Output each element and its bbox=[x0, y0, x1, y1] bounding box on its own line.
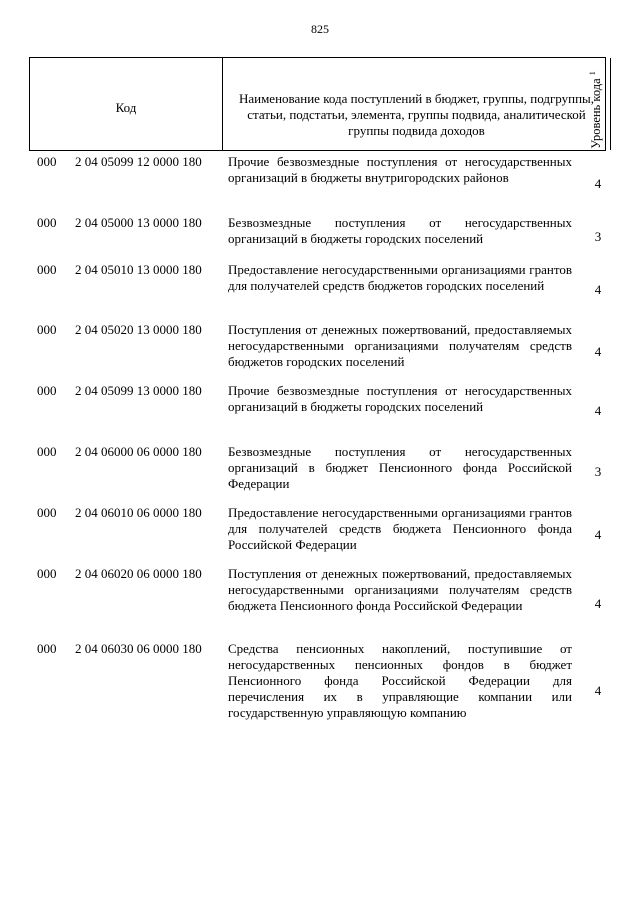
row-code: 2 04 06000 06 0000 180 bbox=[75, 444, 202, 459]
row-code: 2 04 05099 13 0000 180 bbox=[75, 383, 202, 398]
row-name: Прочие безвозмездные поступления от негосударственных организаций в бюджеты внутригородских районов bbox=[228, 154, 572, 185]
row-name: Средства пенсионных накоплений, поступившие от негосударственных пенсионных фондов в бюджет Пенсионного фонда Российской Федерации для перечисления их в управляющие компании или государственную управляющую компанию bbox=[228, 641, 572, 720]
row-code: 2 04 05010 13 0000 180 bbox=[75, 262, 202, 277]
row-name: Поступления от денежных пожертвований, предоставляемых негосударственными организациями получателям средств бюджетов городских поселений bbox=[228, 322, 572, 369]
row-level: 3 bbox=[594, 229, 602, 244]
row-prefix: 000 bbox=[37, 641, 57, 656]
row-prefix: 000 bbox=[37, 383, 57, 398]
row-prefix: 000 bbox=[37, 444, 57, 459]
row-prefix: 000 bbox=[37, 566, 57, 581]
header-level-cell bbox=[588, 64, 604, 156]
row-name: Безвозмездные поступления от негосударственных организаций в бюджеты городских поселений bbox=[228, 215, 572, 246]
row-level: 4 bbox=[594, 596, 602, 611]
row-name: Поступления от денежных пожертвований, предоставляемых негосударственными организациями получателям средств бюджета Пенсионного фонда Российской Федерации bbox=[228, 566, 572, 613]
header-level-label: Уровень кода bbox=[589, 78, 604, 149]
row-name: Предоставление негосударственными организациями грантов для получателей средств бюджета Пенсионного фонда Российской Федерации bbox=[228, 505, 572, 552]
row-level: 3 bbox=[594, 464, 602, 479]
row-level: 4 bbox=[594, 282, 602, 297]
header-name-label: Наименование кода поступлений в бюджет, группы, подгруппы, статьи, подстатьи, элемента, группы подвида, аналитической группы подвида доходов bbox=[238, 91, 595, 138]
row-code: 2 04 05099 12 0000 180 bbox=[75, 154, 202, 169]
header-code-cell bbox=[30, 58, 223, 150]
row-code: 2 04 06030 06 0000 180 bbox=[75, 641, 202, 656]
row-code: 2 04 06010 06 0000 180 bbox=[75, 505, 202, 520]
row-level: 4 bbox=[594, 176, 602, 191]
header-code-label: Код bbox=[115, 100, 137, 115]
header-level-footnote: 1 bbox=[588, 71, 597, 76]
row-code: 2 04 05000 13 0000 180 bbox=[75, 215, 202, 230]
row-name: Предоставление негосударственными организациями грантов для получателей средств бюджетов городских поселений bbox=[228, 262, 572, 293]
row-name: Прочие безвозмездные поступления от негосударственных организаций в бюджеты городских поселений bbox=[228, 383, 572, 414]
row-name: Безвозмездные поступления от негосударственных организаций в бюджет Пенсионного фонда Российской Федерации bbox=[228, 444, 572, 491]
row-prefix: 000 bbox=[37, 262, 57, 277]
row-prefix: 000 bbox=[37, 215, 57, 230]
row-prefix: 000 bbox=[37, 322, 57, 337]
row-level: 4 bbox=[594, 683, 602, 698]
row-level: 4 bbox=[594, 403, 602, 418]
row-code: 2 04 05020 13 0000 180 bbox=[75, 322, 202, 337]
row-prefix: 000 bbox=[37, 505, 57, 520]
row-code: 2 04 06020 06 0000 180 bbox=[75, 566, 202, 581]
row-level: 4 bbox=[594, 344, 602, 359]
table-header bbox=[29, 57, 606, 151]
page-number: 825 bbox=[311, 22, 329, 36]
row-level: 4 bbox=[594, 527, 602, 542]
row-prefix: 000 bbox=[37, 154, 57, 169]
header-name-cell bbox=[223, 58, 611, 150]
